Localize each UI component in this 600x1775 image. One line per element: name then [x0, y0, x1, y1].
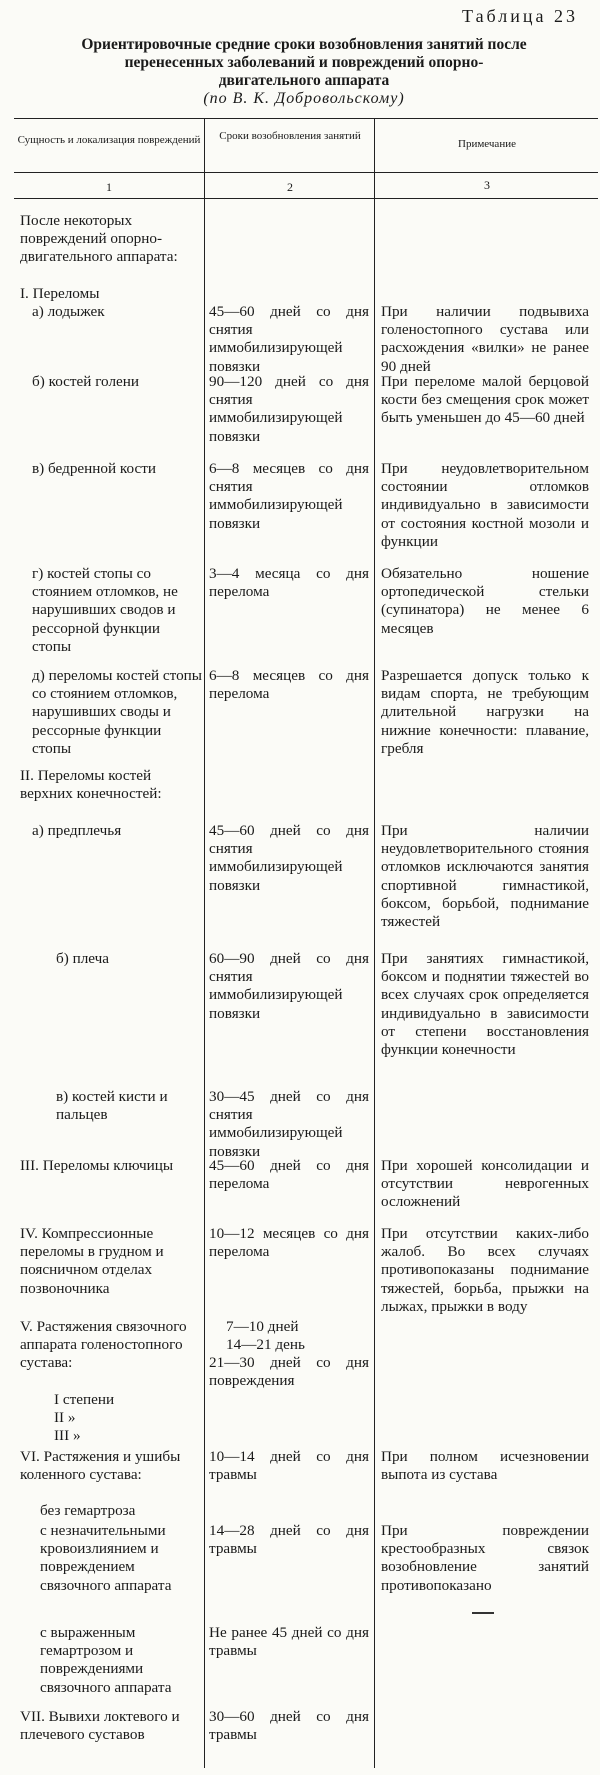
row-1a-note: При наличии подвывиха голеностопного сустава или расхождения «вилки» не ранее 90 дней: [381, 303, 589, 375]
row-2b-injury: б) плеча: [56, 950, 110, 967]
title-subtitle: (по В. К. Добровольскому): [203, 90, 405, 107]
row-2c-injury: в) костей кисти и пальцев: [56, 1088, 168, 1124]
row-6a-note: При полном исчезновении выпота из сустава: [381, 1448, 589, 1484]
row-7-term: 30—60 дней со дня травмы: [209, 1708, 369, 1744]
row-1b-term: 90—120 дней со дня снятия иммобилизирующей повязки: [209, 373, 369, 445]
row-6c-injury: с выраженным гемартрозом и повреждениями связочного аппарата: [40, 1624, 172, 1696]
row-1c-injury: в) бедренной кости: [32, 460, 157, 477]
row-6c-term: Не ранее 45 дней со дня травмы: [209, 1624, 369, 1660]
row-3-note: При хорошей консолидации и отсутствии неврогенных осложнений: [381, 1157, 589, 1211]
row-2a-injury: а) предплечья: [32, 822, 122, 839]
table-title: [20, 36, 588, 108]
row-4-note: При отсутствии каких-либо жалоб. Во всех случаях противопоказаны поднимание тяжестей, борьба, прыжки на лыжах, прыжки в воду: [381, 1225, 589, 1315]
title-line: перенесенных заболеваний и повреждений опорно-: [124, 54, 484, 71]
row-5-degree-3: III »: [54, 1427, 81, 1444]
row-6a-term: 10—14 дней со дня травмы: [209, 1448, 369, 1484]
row-2b-term: 60—90 дней со дня снятия иммобилизирующей повязки: [209, 950, 369, 1022]
section-2-heading: II. Переломы костей верхних конечностей:: [20, 767, 162, 803]
column-divider-1: [204, 118, 205, 1768]
title-line: двигательного аппарата: [218, 72, 390, 89]
row-7-injury: VII. Вывихи локтевого и плечевого суставов: [20, 1708, 180, 1744]
column-number-1: 1: [106, 180, 112, 194]
row-4-injury: IV. Компрессионные переломы в грудном и поясничном отделах позвоночника: [20, 1225, 164, 1297]
row-2a-term: 45—60 дней со дня снятия иммобилизирующей повязки: [209, 822, 369, 894]
row-6a-injury: без гемартроза: [40, 1502, 136, 1519]
header-top-rule: [14, 118, 598, 119]
row-1d-term: 3—4 месяца со дня перелома: [209, 565, 369, 601]
row-4-term: 10—12 месяцев со дня перелома: [209, 1225, 369, 1261]
row-1a-term: 45—60 дней со дня снятия иммобилизирующей повязки: [209, 303, 369, 375]
header-bottom-rule: [14, 172, 598, 173]
row-6-injury: VI. Растяжения и ушибы коленного сустава:: [20, 1448, 181, 1484]
row-5-degree-2: II »: [54, 1409, 76, 1426]
row-1a-injury: а) лодыжек: [32, 303, 105, 320]
row-6b-note: При повреждении крестообразных связок возобновление занятий противопоказано: [381, 1522, 589, 1594]
row-2c-term: 30—45 дней со дня снятия иммобилизирующей повязки: [209, 1088, 369, 1160]
row-1c-term: 6—8 месяцев со дня снятия иммобилизирующей повязки: [209, 460, 369, 532]
column-number-3: 3: [484, 178, 490, 192]
row-6b-term: 14—28 дней со дня травмы: [209, 1522, 369, 1558]
small-dash-mark: [472, 1612, 494, 1614]
intro-text: После некоторых повреждений опорно-двигательного аппарата:: [20, 212, 178, 266]
table-number: Таблица 23: [462, 6, 578, 26]
header-col1: Сущность и локализация повреждений: [17, 134, 201, 146]
column-number-2: 2: [287, 180, 293, 194]
column-divider-2: [374, 118, 375, 1768]
section-1-heading: I. Переломы: [20, 285, 100, 302]
row-1e-term: 6—8 месяцев со дня перелома: [209, 667, 369, 703]
row-5-term-3: 21—30 дней со дня повреждения: [209, 1354, 369, 1390]
colnum-bottom-rule: [14, 198, 598, 199]
row-1b-note: При переломе малой берцовой кости без смещения срок может быть уменьшен до 45—60 дней: [381, 373, 589, 427]
row-1e-injury: д) переломы костей стопы со стоянием отломков, нарушивших своды и рессорные функции стопы: [32, 667, 203, 757]
row-2b-note: При занятиях гимнастикой, боксом и поднятии тяжестей во всех случаях срок определяется индивидуально в зависимости от степени восстановления функции конечности: [381, 950, 589, 1059]
header-col3: Примечание: [458, 138, 516, 150]
row-5-term-2: 14—21 день: [226, 1336, 305, 1353]
row-6b-injury: с незначительными кровоизлиянием и повреждением связочного аппарата: [40, 1522, 172, 1594]
row-5-term-1: 7—10 дней: [226, 1318, 299, 1335]
row-5-degree-1: I степени: [54, 1391, 115, 1408]
row-3-injury: III. Переломы ключицы: [20, 1157, 174, 1174]
row-2a-note: При наличии неудовлетворительного стояния отломков исключаются занятия спортивной гимнастикой, боксом, борьбой, поднимание тяжестей: [381, 822, 589, 931]
row-5-injury: V. Растяжения связочного аппарата голеностопного сустава:: [20, 1318, 187, 1372]
title-line: Ориентировочные средние сроки возобновления занятий после: [81, 36, 527, 53]
row-1e-note: Разрешается допуск только к видам спорта, не требующим длительной нагрузки на нижние конечности: плавание, гребля: [381, 667, 589, 757]
row-1c-note: При неудовлетворительном состоянии отломков индивидуально в зависимости от состояния костной мозоли и функции: [381, 460, 589, 550]
row-3-term: 45—60 дней со дня перелома: [209, 1157, 369, 1193]
row-1b-injury: б) костей голени: [32, 373, 140, 390]
row-1d-injury: г) костей стопы со стоянием отломков, не нарушивших сводов и рессорной функции стопы: [32, 565, 178, 655]
row-1d-note: Обязательно ношение ортопедической стельки (супинатора) не менее 6 месяцев: [381, 565, 589, 637]
header-col2: Сроки возобновления занятий: [219, 130, 361, 142]
